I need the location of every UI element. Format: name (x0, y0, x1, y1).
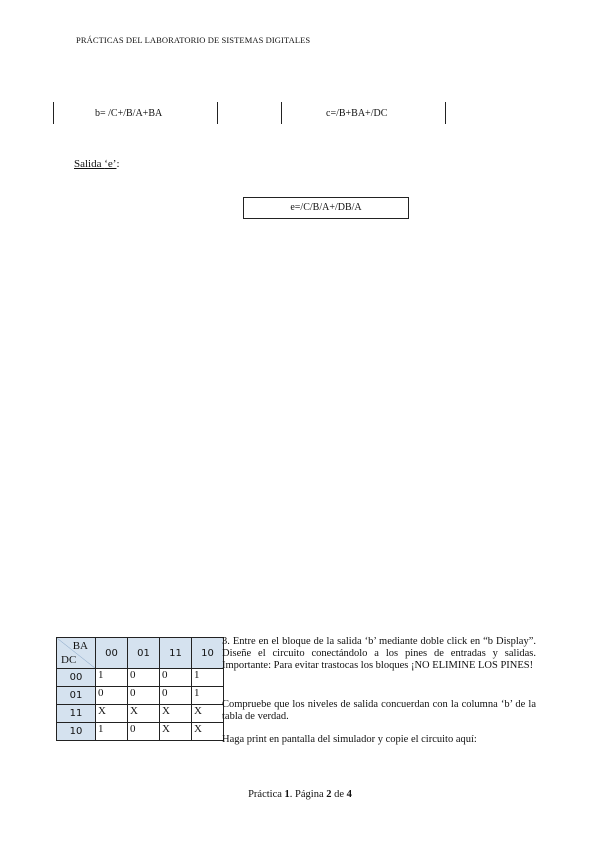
kmap-col-header: 11 (160, 638, 192, 669)
karnaugh-map (56, 637, 224, 741)
table-border-mid-1 (217, 102, 218, 124)
kmap-cell: 1 (96, 723, 128, 741)
table-border-left (53, 102, 54, 124)
kmap-cell: X (128, 705, 160, 723)
kmap-cell: 0 (128, 669, 160, 687)
instruction-verify: Compruebe que los niveles de salida concuerdan con la columna ‘b’ de la tabla de verdad. (222, 699, 536, 723)
kmap-cell: 0 (160, 669, 192, 687)
kmap-cell: 0 (96, 687, 128, 705)
kmap-corner: BA DC (57, 638, 96, 669)
formula-e-box: e=/C/B/A+/DB/A (243, 197, 409, 219)
kmap-row-header: 11 (57, 705, 96, 723)
document-header: PRÁCTICAS DEL LABORATORIO DE SISTEMAS DIGITALES (76, 35, 311, 45)
kmap-cell: 0 (160, 687, 192, 705)
kmap-col-header: 01 (128, 638, 160, 669)
kmap-row-header: 01 (57, 687, 96, 705)
kmap-cell: X (96, 705, 128, 723)
kmap-cell: 1 (192, 687, 224, 705)
kmap-cell: X (160, 705, 192, 723)
page-footer: Práctica 1. Página 2 de 4 (248, 789, 352, 800)
kmap-cell: X (192, 705, 224, 723)
kmap-row-header: 00 (57, 669, 96, 687)
instruction-screenshot: Haga print en pantalla del simulador y copie el circuito aquí: (222, 734, 477, 745)
formula-c: c=/B+BA+/DC (326, 108, 388, 119)
table-border-right (445, 102, 446, 124)
kmap-cell: 0 (128, 723, 160, 741)
kmap-cell: 1 (192, 669, 224, 687)
kmap-cell: X (192, 723, 224, 741)
kmap-cell: X (160, 723, 192, 741)
formula-b: b= /C+/B/A+BA (95, 108, 163, 119)
salida-e-label: Salida ‘e’: (74, 158, 120, 170)
table-border-mid-2 (281, 102, 282, 124)
kmap-col-header: 00 (96, 638, 128, 669)
kmap-cell: 0 (128, 687, 160, 705)
kmap-row-header: 10 (57, 723, 96, 741)
instruction-step-3: 3. Entre en el bloque de la salida ‘b’ mediante doble click en “b Display”. Diseñe el circuito conectándolo a los pines de entradas y salidas. Importante: Para evitar trastocas los bloques ¡NO ELIMINE LOS PINES! (222, 636, 536, 672)
kmap-col-header: 10 (192, 638, 224, 669)
kmap-cell: 1 (96, 669, 128, 687)
